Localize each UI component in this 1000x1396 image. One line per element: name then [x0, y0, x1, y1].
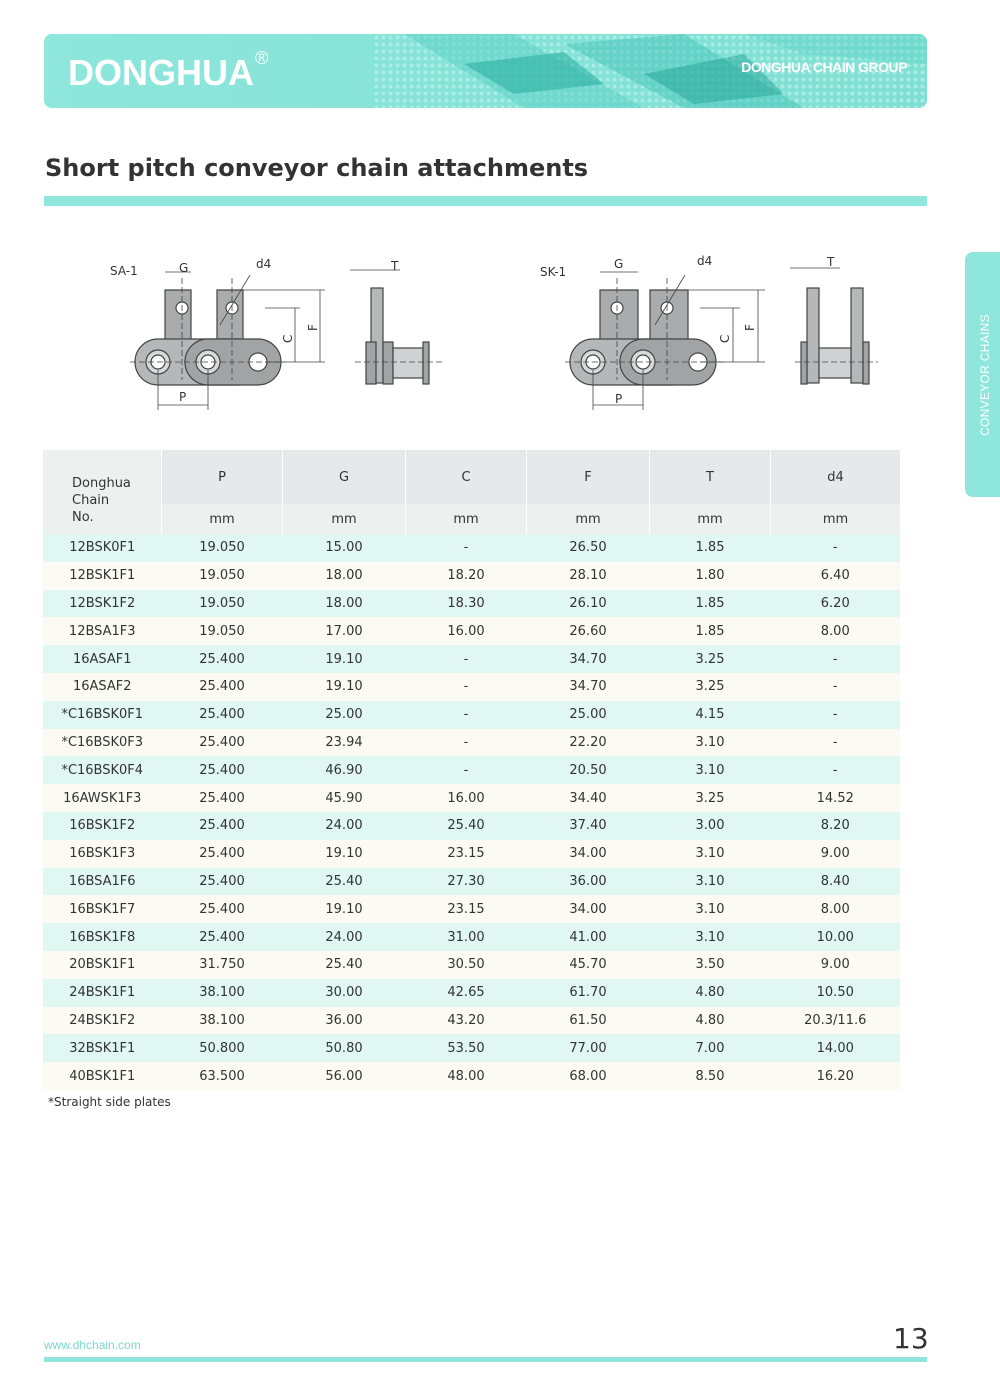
table-cell: 43.20: [406, 1007, 527, 1035]
table-cell: 3.50: [650, 951, 771, 979]
unit-cell: mm: [283, 504, 406, 534]
table-cell: 18.00: [283, 590, 406, 618]
table-cell: 1.80: [650, 562, 771, 590]
table-cell: 3.10: [650, 923, 771, 951]
table-cell: -: [771, 673, 901, 701]
table-cell: 30.00: [283, 979, 406, 1007]
chain-no-cell: 16BSA1F6: [43, 868, 162, 896]
table-cell: 19.050: [162, 562, 283, 590]
table-cell: 18.20: [406, 562, 527, 590]
table-row: [43, 756, 900, 784]
table-cell: 17.00: [283, 617, 406, 645]
brand-logo: DONGHUA®: [68, 48, 269, 93]
chain-no-cell: 24BSK1F1: [43, 979, 162, 1007]
table-cell: 41.00: [527, 923, 650, 951]
table-cell: 42.65: [406, 979, 527, 1007]
table-cell: -: [771, 729, 901, 757]
table-cell: 3.25: [650, 673, 771, 701]
page-title: Short pitch conveyor chain attachments: [45, 154, 589, 182]
chain-no-cell: 16BSK1F8: [43, 923, 162, 951]
table-cell: 1.85: [650, 617, 771, 645]
table-cell: 18.30: [406, 590, 527, 618]
table-cell: 3.10: [650, 756, 771, 784]
table-row: [43, 923, 900, 951]
table-cell: 25.400: [162, 701, 283, 729]
column-header-t: T: [650, 450, 771, 504]
table-row: [43, 1062, 900, 1090]
table-cell: 8.00: [771, 617, 901, 645]
sk1-d4-label: d4: [697, 254, 713, 268]
table-cell: 25.00: [283, 701, 406, 729]
table-cell: 3.10: [650, 868, 771, 896]
table-row: [43, 979, 900, 1007]
sa1-label: SA-1: [110, 264, 138, 278]
table-row: [43, 590, 900, 618]
table-units-row: [43, 504, 900, 534]
footer-rule: [44, 1357, 927, 1362]
table-cell: 37.40: [527, 812, 650, 840]
sa1-d4-label: d4: [256, 257, 272, 271]
table-cell: 61.50: [527, 1007, 650, 1035]
table-cell: 6.20: [771, 590, 901, 618]
table-cell: 19.050: [162, 534, 283, 562]
table-cell: 31.00: [406, 923, 527, 951]
chain-no-cell: 12BSK0F1: [43, 534, 162, 562]
table-cell: 23.94: [283, 729, 406, 757]
table-cell: 8.50: [650, 1062, 771, 1090]
sa1-front-view: [130, 272, 325, 410]
table-cell: 25.40: [283, 951, 406, 979]
sk1-g-label: G: [614, 257, 624, 271]
sk1-front-view: [565, 272, 765, 410]
table-cell: 3.00: [650, 812, 771, 840]
table-cell: 20.3/11.6: [771, 1007, 901, 1035]
table-cell: 25.400: [162, 729, 283, 757]
table-cell: 16.20: [771, 1062, 901, 1090]
table-cell: 1.85: [650, 590, 771, 618]
table-cell: 45.70: [527, 951, 650, 979]
table-cell: 19.10: [283, 645, 406, 673]
chain-no-cell: 20BSK1F1: [43, 951, 162, 979]
table-row: [43, 729, 900, 757]
table-cell: 28.10: [527, 562, 650, 590]
table-cell: 34.00: [527, 895, 650, 923]
chain-no-cell: 32BSK1F1: [43, 1034, 162, 1062]
sa1-f-label: F: [306, 324, 320, 331]
table-cell: 23.15: [406, 895, 527, 923]
unit-cell: mm: [162, 504, 283, 534]
table-row: [43, 645, 900, 673]
table-cell: 19.10: [283, 673, 406, 701]
table-cell: 45.90: [283, 784, 406, 812]
table-cell: 25.400: [162, 645, 283, 673]
table-row: [43, 868, 900, 896]
table-cell: 14.52: [771, 784, 901, 812]
table-cell: 19.10: [283, 840, 406, 868]
page-number: 13: [893, 1322, 929, 1355]
sk1-p-label: P: [615, 392, 623, 406]
group-name: DONGHUA CHAIN GROUP: [741, 59, 907, 75]
table-cell: 3.10: [650, 840, 771, 868]
table-cell: 16.00: [406, 617, 527, 645]
table-cell: 25.40: [283, 868, 406, 896]
unit-cell: mm: [650, 504, 771, 534]
table-row: [43, 784, 900, 812]
table-row: [43, 701, 900, 729]
column-header-d4: d4: [771, 450, 901, 504]
table-cell: 8.20: [771, 812, 901, 840]
website-link[interactable]: www.dhchain.com: [44, 1338, 141, 1352]
table-cell: 56.00: [283, 1062, 406, 1090]
sk1-side-view: [790, 268, 878, 384]
chain-no-cell: 24BSK1F2: [43, 1007, 162, 1035]
table-cell: 4.80: [650, 1007, 771, 1035]
title-rule: [44, 196, 927, 206]
table-cell: 24.00: [283, 812, 406, 840]
table-cell: 3.10: [650, 895, 771, 923]
table-cell: 53.50: [406, 1034, 527, 1062]
table-cell: 50.80: [283, 1034, 406, 1062]
chain-no-cell: 12BSK1F2: [43, 590, 162, 618]
chain-no-cell: 40BSK1F1: [43, 1062, 162, 1090]
table-cell: 46.90: [283, 756, 406, 784]
table-cell: 27.30: [406, 868, 527, 896]
table-cell: 26.10: [527, 590, 650, 618]
sk1-label: SK-1: [540, 265, 567, 279]
table-cell: 36.00: [283, 1007, 406, 1035]
table-cell: 9.00: [771, 840, 901, 868]
table-cell: 25.40: [406, 812, 527, 840]
table-cell: 25.400: [162, 784, 283, 812]
table-cell: 63.500: [162, 1062, 283, 1090]
chain-no-cell: 12BSA1F3: [43, 617, 162, 645]
header-banner: [44, 34, 927, 108]
table-cell: 34.70: [527, 673, 650, 701]
table-row: [43, 562, 900, 590]
table-row: [43, 951, 900, 979]
table-cell: 25.400: [162, 756, 283, 784]
chain-no-cell: *C16BSK0F3: [43, 729, 162, 757]
table-cell: 18.00: [283, 562, 406, 590]
table-cell: 36.00: [527, 868, 650, 896]
table-cell: -: [406, 701, 527, 729]
table-cell: 9.00: [771, 951, 901, 979]
column-header-chain-no: Donghua Chain No.: [43, 450, 162, 534]
spec-table-body: [43, 534, 900, 1090]
table-row: [43, 534, 900, 562]
sa1-p-label: P: [179, 390, 187, 404]
sk1-f-label: F: [743, 324, 757, 331]
sa1-t-label: T: [391, 259, 399, 273]
table-cell: 48.00: [406, 1062, 527, 1090]
table-cell: 19.050: [162, 617, 283, 645]
table-cell: 25.400: [162, 868, 283, 896]
table-cell: 3.10: [650, 729, 771, 757]
chain-no-cell: 16BSK1F7: [43, 895, 162, 923]
column-header-f: F: [527, 450, 650, 504]
table-cell: 7.00: [650, 1034, 771, 1062]
table-cell: 25.400: [162, 923, 283, 951]
unit-cell: mm: [771, 504, 901, 534]
table-cell: -: [406, 645, 527, 673]
table-cell: -: [771, 701, 901, 729]
table-cell: 8.00: [771, 895, 901, 923]
table-cell: 38.100: [162, 979, 283, 1007]
table-cell: 25.400: [162, 895, 283, 923]
table-cell: 8.40: [771, 868, 901, 896]
table-row: [43, 617, 900, 645]
sk1-c-label: C: [718, 334, 732, 343]
table-cell: 20.50: [527, 756, 650, 784]
technical-drawings: [100, 250, 880, 420]
table-row: [43, 1007, 900, 1035]
table-cell: 25.400: [162, 673, 283, 701]
spec-table: [43, 450, 900, 1090]
table-header-row: [43, 450, 900, 504]
table-cell: 4.15: [650, 701, 771, 729]
table-cell: 10.00: [771, 923, 901, 951]
sa1-side-view: [350, 270, 445, 384]
table-cell: 25.400: [162, 812, 283, 840]
table-cell: 68.00: [527, 1062, 650, 1090]
table-cell: -: [406, 756, 527, 784]
table-cell: 19.10: [283, 895, 406, 923]
table-cell: 3.25: [650, 784, 771, 812]
table-cell: 77.00: [527, 1034, 650, 1062]
footnote: *Straight side plates: [48, 1095, 171, 1109]
table-cell: 25.400: [162, 840, 283, 868]
table-cell: 19.050: [162, 590, 283, 618]
table-cell: 34.40: [527, 784, 650, 812]
column-header-c: C: [406, 450, 527, 504]
column-header-p: P: [162, 450, 283, 504]
table-row: [43, 812, 900, 840]
section-side-tab: [965, 252, 1000, 497]
table-cell: 34.00: [527, 840, 650, 868]
table-cell: -: [771, 534, 901, 562]
column-header-g: G: [283, 450, 406, 504]
table-cell: -: [771, 756, 901, 784]
table-cell: -: [406, 673, 527, 701]
table-cell: 50.800: [162, 1034, 283, 1062]
table-row: [43, 1034, 900, 1062]
table-cell: 3.25: [650, 645, 771, 673]
table-cell: 61.70: [527, 979, 650, 1007]
chain-no-cell: 16ASAF1: [43, 645, 162, 673]
table-cell: 31.750: [162, 951, 283, 979]
table-cell: 15.00: [283, 534, 406, 562]
sa1-c-label: C: [281, 334, 295, 343]
table-cell: 10.50: [771, 979, 901, 1007]
table-cell: 14.00: [771, 1034, 901, 1062]
table-cell: 34.70: [527, 645, 650, 673]
table-cell: 26.50: [527, 534, 650, 562]
chain-no-cell: 16BSK1F3: [43, 840, 162, 868]
table-cell: 1.85: [650, 534, 771, 562]
table-cell: 4.80: [650, 979, 771, 1007]
table-row: [43, 895, 900, 923]
table-cell: 30.50: [406, 951, 527, 979]
chain-no-cell: *C16BSK0F4: [43, 756, 162, 784]
table-cell: -: [771, 645, 901, 673]
table-row: [43, 840, 900, 868]
table-cell: -: [406, 534, 527, 562]
unit-cell: mm: [406, 504, 527, 534]
chain-no-cell: 16ASAF2: [43, 673, 162, 701]
sa1-g-label: G: [179, 261, 189, 275]
chain-no-cell: 16AWSK1F3: [43, 784, 162, 812]
chain-no-cell: 12BSK1F1: [43, 562, 162, 590]
table-cell: 24.00: [283, 923, 406, 951]
table-cell: 26.60: [527, 617, 650, 645]
table-cell: 23.15: [406, 840, 527, 868]
sk1-t-label: T: [827, 255, 835, 269]
table-cell: 16.00: [406, 784, 527, 812]
table-cell: -: [406, 729, 527, 757]
table-cell: 25.00: [527, 701, 650, 729]
table-cell: 6.40: [771, 562, 901, 590]
table-cell: 22.20: [527, 729, 650, 757]
table-cell: 38.100: [162, 1007, 283, 1035]
side-tab-label: CONVEYOR CHAINS: [978, 313, 992, 436]
chain-no-cell: 16BSK1F2: [43, 812, 162, 840]
table-row: [43, 673, 900, 701]
unit-cell: mm: [527, 504, 650, 534]
chain-no-cell: *C16BSK0F1: [43, 701, 162, 729]
